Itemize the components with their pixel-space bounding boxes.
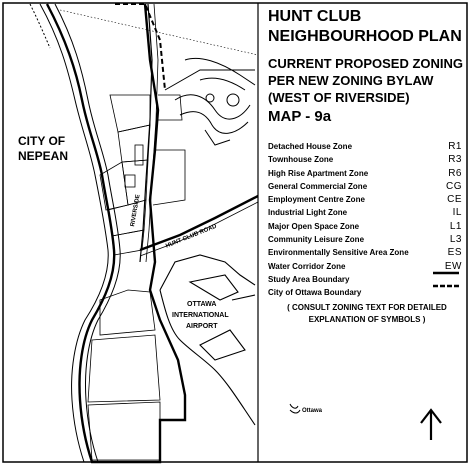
subtitle-line1: CURRENT PROPOSED ZONING <box>268 56 464 71</box>
map-legend <box>268 140 464 300</box>
subtitle-line3: (WEST OF RIVERSIDE) <box>268 90 410 105</box>
legend-label: General Commercial Zone <box>268 181 368 191</box>
airport-outline <box>160 255 255 425</box>
legend-code: ES <box>447 247 462 259</box>
legend-row <box>268 153 464 166</box>
legend-label: Environmentally Sensitive Area Zone <box>268 248 409 258</box>
legend-label: Townhouse Zone <box>268 155 334 165</box>
legend-label: Major Open Space Zone <box>268 221 360 231</box>
legend-label: Community Leisure Zone <box>268 235 365 245</box>
legend-label: Water Corridor Zone <box>268 261 346 271</box>
legend-row <box>268 140 464 153</box>
legend-row <box>268 273 464 286</box>
legend-row <box>268 233 464 246</box>
legend-row <box>268 167 464 180</box>
airport-label-line2: INTERNATIONAL <box>172 312 229 319</box>
zoning-parcels <box>88 95 185 460</box>
residential-streets <box>165 58 255 145</box>
legend-row <box>268 193 464 206</box>
zoning-note <box>272 302 462 326</box>
legend-code: EW <box>444 260 462 272</box>
plan-title-line1: HUNT CLUB <box>268 8 362 25</box>
city-label-line2: NEPEAN <box>18 149 69 163</box>
legend-label: City of Ottawa Boundary <box>268 288 362 298</box>
city-label-line1: CITY OF <box>18 134 66 148</box>
legend-label: Detached House Zone <box>268 142 353 151</box>
legend-code: L1 <box>449 220 462 232</box>
legend-code: IL <box>452 207 462 219</box>
ottawa-logo-mark <box>290 404 300 413</box>
street-label-hunt-club: HUNT CLUB ROAD <box>165 223 218 250</box>
legend-label: Study Area Boundary <box>268 274 350 284</box>
legend-code: R6 <box>448 167 462 179</box>
legend-row <box>268 260 464 273</box>
airport-label-line3: AIRPORT <box>186 323 218 330</box>
legend-row <box>268 220 464 233</box>
legend-label: High Rise Apartment Zone <box>268 168 369 178</box>
riverside-drive <box>140 4 152 262</box>
legend-label: Employment Centre Zone <box>268 195 365 205</box>
plan-title-line2: NEIGHBOURHOOD PLAN <box>268 28 462 45</box>
legend-code: CG <box>446 180 462 192</box>
ottawa-logo-text: Ottawa <box>302 408 323 414</box>
airport-label-line1: OTTAWA <box>187 301 217 308</box>
legend-code: L3 <box>449 234 462 246</box>
legend-code: CE <box>447 194 462 206</box>
legend-row <box>268 180 464 193</box>
legend-code: R3 <box>448 154 462 166</box>
street-label-riverside: RIVERSIDE <box>130 194 142 228</box>
legend-row <box>268 286 464 299</box>
note-line2: EXPLANATION OF SYMBOLS ) <box>308 315 426 324</box>
north-arrow-icon <box>421 410 441 440</box>
note-line1: ( CONSULT ZONING TEXT FOR DETAILED <box>287 303 447 312</box>
legend-code: R1 <box>448 141 462 152</box>
legend-label: Industrial Light Zone <box>268 208 348 218</box>
map-number: MAP - 9a <box>268 108 332 125</box>
subtitle-line2: PER NEW ZONING BYLAW <box>268 73 434 88</box>
legend-row <box>268 246 464 259</box>
legend-row <box>268 206 464 219</box>
